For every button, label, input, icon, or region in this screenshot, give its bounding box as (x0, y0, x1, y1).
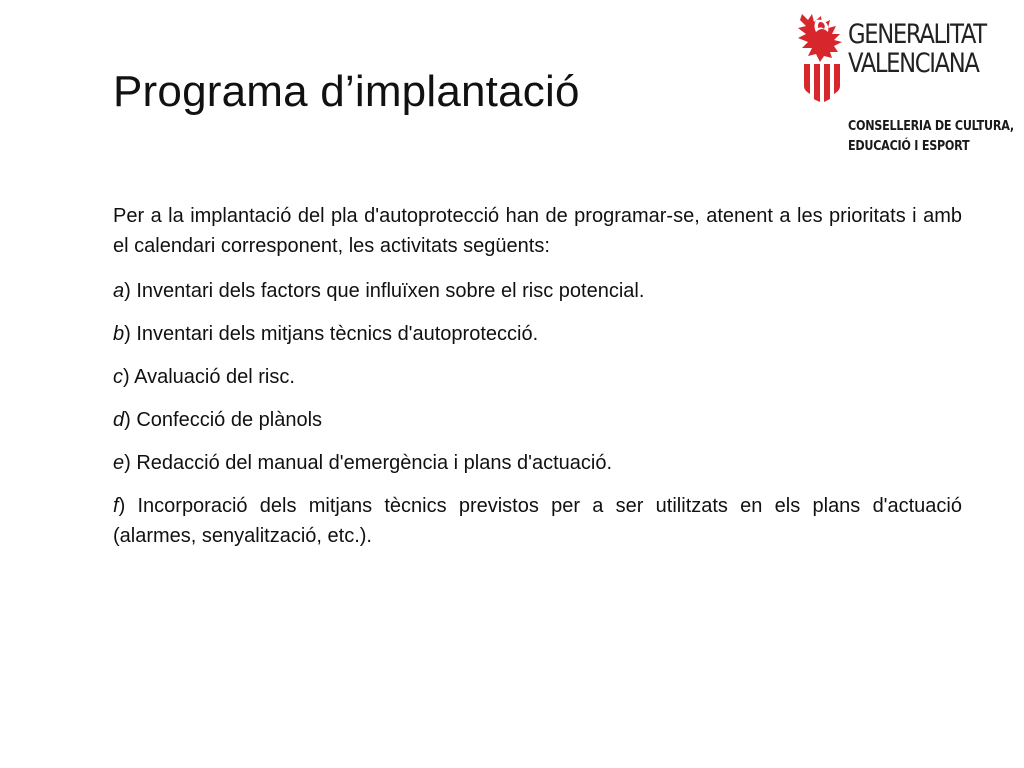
list-item-letter: c (113, 366, 123, 388)
list-item (113, 276, 962, 306)
list-item-text: ) Confecció de plànols (124, 409, 323, 431)
list-item-letter: e (113, 452, 125, 474)
logo-name-line2: VALENCIANA (848, 48, 979, 79)
list-item-text: ) Inventari dels mitjans tècnics d'autoprotecció. (124, 323, 539, 345)
list-item (113, 362, 962, 392)
list-item-text: ) Redacció del manual d'emergència i plans d'actuació. (124, 452, 613, 474)
logo-dept-line1: CONSELLERIA DE CULTURA, (848, 119, 1014, 134)
logo-name-line1: GENERALITAT (848, 19, 986, 50)
list-item-text: ) Avaluació del risc. (123, 366, 295, 388)
logo-department (848, 117, 1014, 157)
intro-paragraph: Per a la implantació del pla d'autoprotecció han de programar-se, atenent a les prioritats i amb el calendari corresponent, les activitats següents: (113, 205, 962, 257)
list-item-letter: d (113, 409, 125, 431)
generalitat-logo (794, 10, 1014, 160)
list-item (113, 491, 962, 551)
logo-dept-line2: EDUCACIÓ I ESPORT (848, 139, 970, 154)
list-item-letter: f (113, 495, 119, 517)
list-item-text: ) Incorporació dels mitjans tècnics previstos per a ser utilitzats en els plans d'actuació (alarmes, senyalització, etc.). (113, 495, 962, 547)
list-item (113, 405, 962, 435)
logo-name (848, 20, 986, 78)
list-item-text: ) Inventari dels factors que influïxen sobre el risc potencial. (124, 280, 645, 302)
slide-body (113, 201, 962, 564)
list-item-letter: b (113, 323, 125, 345)
bat-crest-icon (794, 10, 846, 106)
list-item (113, 448, 962, 478)
list-item (113, 319, 962, 349)
slide-title: Programa d’implantació (113, 67, 580, 116)
list-item-letter: a (113, 280, 125, 302)
